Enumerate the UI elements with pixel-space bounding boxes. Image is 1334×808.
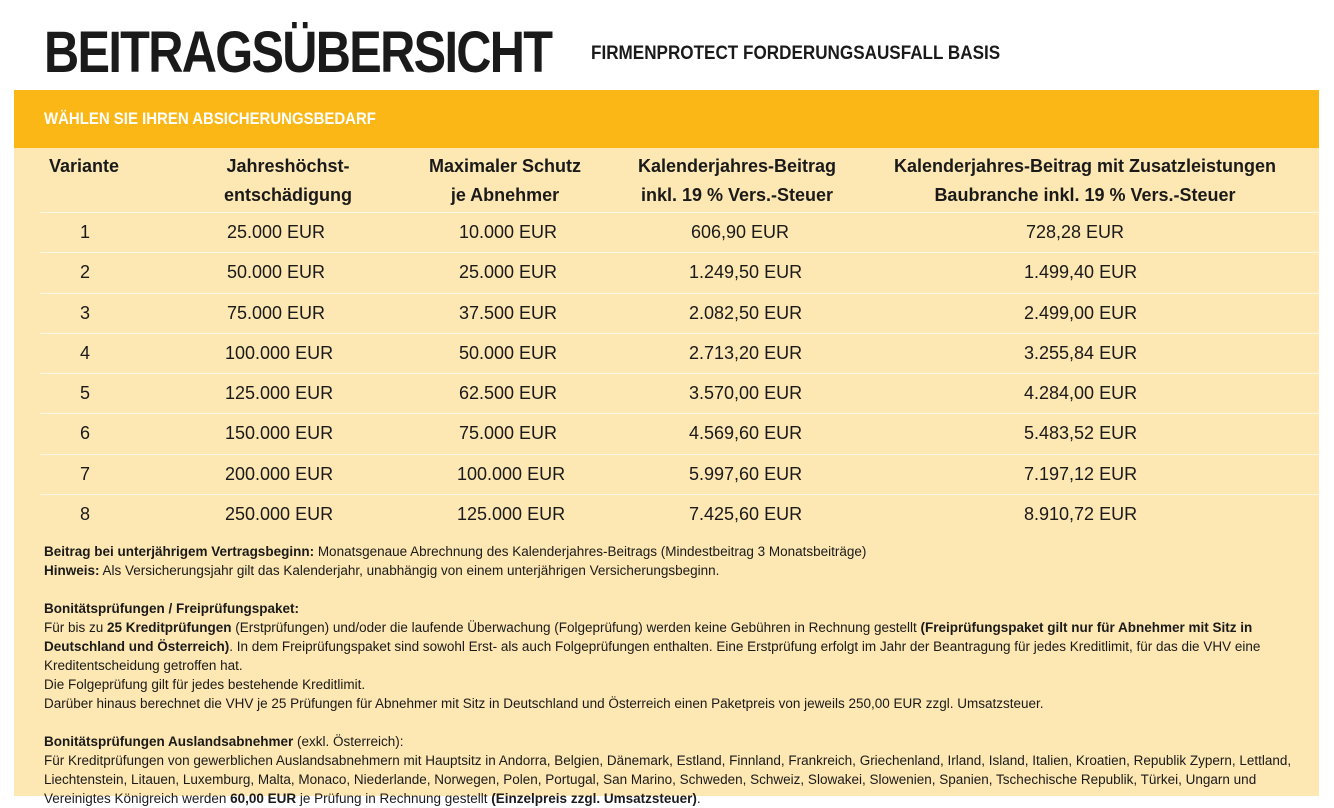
note-hinweis	[44, 561, 1306, 580]
table-cell: 7.197,12 EUR	[1024, 463, 1138, 484]
note-text: . In dem Freiprüfungspaket sind sowohl Erst- als auch Folgeprüfungen enthalten. Eine Erstprüfung erfolgt im Jahr der Beantragung für jedes Kreditlimit, für das die VHV eine Kreditentscheidung getroffen hat.	[44, 639, 1261, 673]
table-cell: 10.000 EUR	[458, 222, 557, 242]
note-text: Als Versicherungsjahr gilt das Kalenderjahr, unabhängig von einem unterjährigen Versicherungsbeginn.	[99, 563, 720, 578]
table-cell: 7.425,60 EUR	[689, 504, 803, 525]
table-cell: 3	[79, 302, 90, 323]
note-emphasis: 60,00 EUR	[230, 791, 297, 806]
table-cell: 150.000 EUR	[225, 423, 334, 444]
table-cell: 5.483,52 EUR	[1024, 423, 1138, 444]
column-header-jahreshoechstentschaedigung	[188, 152, 388, 210]
table-cell: 100.000 EUR	[457, 463, 566, 484]
column-header-line: Maximaler Schutz	[428, 156, 582, 176]
table-cell: 2.713,20 EUR	[689, 342, 803, 363]
table-cell: 6	[79, 423, 90, 444]
column-header-line: Kalenderjahres-Beitrag mit Zusatzleistungen	[893, 156, 1277, 176]
premium-table-body	[40, 212, 1319, 534]
table-cell: 2	[79, 262, 90, 283]
table-cell: 2.082,50 EUR	[689, 302, 803, 323]
column-header-kalenderjahres-beitrag	[612, 152, 862, 210]
note-text: Für Kreditprüfungen von gewerblichen Auslandsabnehmern mit Hauptsitz in Andorra, Belgien, Dänemark, Estland, Finnland, Frankreich, Griechenland, Irland, Island, Italien, Kroatien, Republik Zypern, Lettland, Liechtenstein, Litauen, Luxemburg, Malta, Monaco, Niederlande, Norwegen, Polen, Portugal, San Marino, Schweden, Schweiz, Slowakei, Slowenien, Spanien, Tschechische Republik, Türkei, Ungarn und Vereinigtes Königreich werden	[44, 753, 1292, 806]
bonitaet-heading: Bonitätsprüfungen / Freiprüfungspaket:	[44, 601, 299, 616]
table-cell: 1.499,40 EUR	[1024, 262, 1138, 283]
note-text: Für bis zu	[44, 620, 108, 635]
table-cell: 8.910,72 EUR	[1024, 504, 1138, 525]
bonitaet-folgepruefung: Die Folgeprüfung gilt für jedes bestehende Kreditlimit.	[44, 677, 366, 692]
column-header-maximaler-schutz	[405, 152, 605, 210]
table-row	[40, 494, 1319, 534]
column-header-line: inkl. 19 % Vers.-Steuer	[640, 185, 834, 205]
premium-panel	[14, 90, 1319, 806]
column-header-line: Baubranche inkl. 19 % Vers.-Steuer	[934, 185, 1236, 205]
table-cell: 200.000 EUR	[225, 463, 334, 484]
table-cell: 75.000 EUR	[226, 302, 325, 323]
note-emphasis: (Einzelpreis zzgl. Umsatzsteuer)	[491, 791, 697, 806]
note-text: (exkl. Österreich):	[293, 734, 404, 749]
table-cell: 7	[79, 463, 90, 484]
ausland-heading	[44, 732, 1306, 751]
column-header-line: je Abnehmer	[450, 185, 560, 205]
table-cell: 4	[79, 342, 90, 363]
page-title: BEITRAGSÜBERSICHT	[44, 20, 552, 85]
note-label: Beitrag bei unterjährigem Vertragsbeginn:	[44, 544, 315, 559]
table-cell: 8	[79, 504, 90, 525]
note-emphasis: (Freiprüfungspaket gilt nur für Abnehmer mit Sitz in Deutschland und Österreich)	[44, 620, 1253, 654]
section-bar	[14, 90, 1319, 148]
table-cell: 1	[79, 222, 90, 242]
table-cell: 3.570,00 EUR	[689, 383, 803, 404]
note-text: (Erstprüfungen) und/oder die laufende Überwachung (Folgeprüfung) werden keine Gebühren in Rechnung gestellt	[231, 620, 921, 635]
column-header-variante	[49, 152, 119, 181]
table-row	[40, 252, 1319, 292]
column-header-line: Kalenderjahres-Beitrag	[637, 156, 837, 176]
note-text: .	[696, 791, 701, 806]
table-row	[40, 373, 1319, 413]
column-header-line: Variante	[49, 156, 120, 176]
table-cell: 25.000 EUR	[458, 262, 557, 283]
table-row	[40, 212, 1319, 252]
table-cell: 5	[79, 383, 90, 404]
table-cell: 250.000 EUR	[225, 504, 334, 525]
table-cell: 50.000 EUR	[458, 342, 557, 363]
table-cell: 728,28 EUR	[1025, 222, 1124, 242]
table-cell: 3.255,84 EUR	[1024, 342, 1138, 363]
table-cell: 50.000 EUR	[226, 262, 325, 283]
table-cell: 75.000 EUR	[458, 423, 557, 444]
table-row	[40, 293, 1319, 333]
table-cell: 4.569,60 EUR	[689, 423, 803, 444]
table-cell: 5.997,60 EUR	[689, 463, 803, 484]
table-cell: 100.000 EUR	[225, 342, 334, 363]
table-cell: 606,90 EUR	[690, 222, 789, 242]
table-cell: 125.000 EUR	[225, 383, 334, 404]
table-cell: 4.284,00 EUR	[1024, 383, 1138, 404]
page-subtitle: FIRMENPROTECT FORDERUNGSAUSFALL BASIS	[591, 43, 1001, 64]
note-emphasis: 25 Kreditprüfungen	[107, 620, 232, 635]
column-header-line: Jahreshöchst-	[226, 156, 350, 176]
table-row	[40, 413, 1319, 453]
note-beitrag	[44, 542, 1306, 561]
note-text: Monatsgenaue Abrechnung des Kalenderjahres-Beitrags (Mindestbeitrag 3 Monatsbeiträge)	[314, 544, 867, 559]
table-cell: 25.000 EUR	[226, 222, 325, 242]
notes-section	[44, 542, 1306, 808]
table-cell: 2.499,00 EUR	[1024, 302, 1138, 323]
note-label: Hinweis:	[44, 563, 100, 578]
title-row	[44, 6, 648, 85]
table-cell: 62.500 EUR	[458, 383, 557, 404]
table-cell: 1.249,50 EUR	[689, 262, 803, 283]
ausland-paragraph	[44, 751, 1306, 808]
table-cell: 125.000 EUR	[457, 504, 566, 525]
table-row	[40, 454, 1319, 494]
table-cell: 37.500 EUR	[458, 302, 557, 323]
column-header-line: entschädigung	[223, 185, 352, 205]
table-row	[40, 333, 1319, 373]
column-header-beitrag-zusatzleistungen	[880, 152, 1290, 210]
note-label: Bonitätsprüfungen Auslandsabnehmer	[44, 734, 294, 749]
bonitaet-paragraph	[44, 618, 1306, 675]
bonitaet-paketpreis: Darüber hinaus berechnet die VHV je 25 Prüfungen für Abnehmer mit Sitz in Deutschland und Österreich einen Paketpreis von jeweils 250,00 EUR zzgl. Umsatzsteuer.	[44, 696, 1044, 711]
note-text: je Prüfung in Rechnung gestellt	[296, 791, 492, 806]
section-bar-label: WÄHLEN SIE IHREN ABSICHERUNGSBEDARF	[44, 109, 376, 128]
